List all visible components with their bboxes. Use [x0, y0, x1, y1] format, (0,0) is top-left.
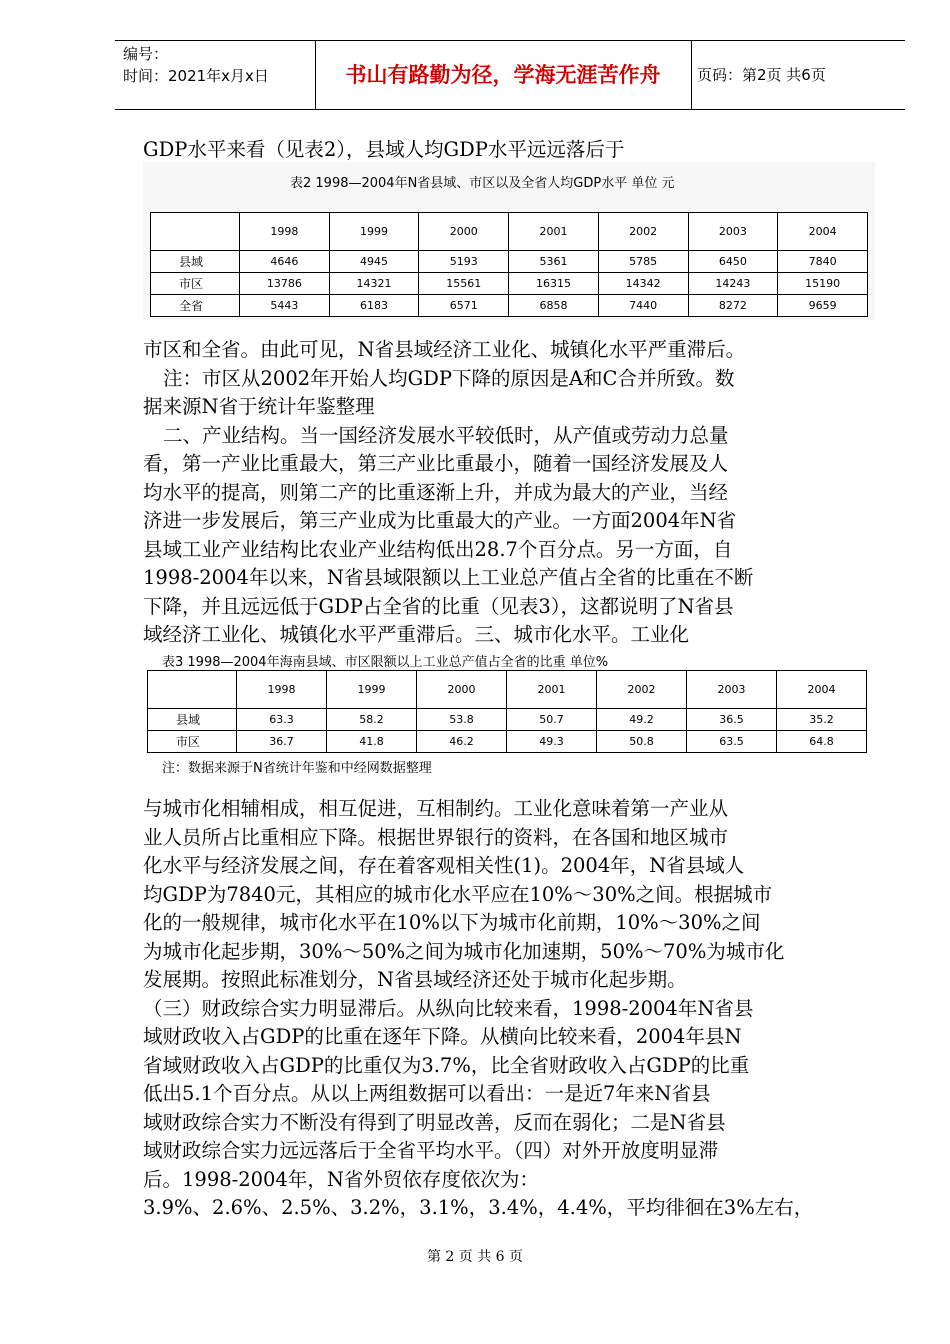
text-line: （三）财政综合实力明显滞后。从纵向比较来看，1998-2004年N省县	[143, 996, 754, 1020]
table-cell: 8272	[688, 295, 778, 317]
text-line: 域财政收入占GDP的比重在逐年下降。从横向比较来看，2004年县N	[143, 1025, 742, 1048]
table-cell: 14342	[598, 273, 688, 295]
text-line: 均水平的提高，则第二产的比重逐渐上升，并成为最大的产业，当经	[143, 480, 729, 504]
table-cell: 36.7	[237, 731, 327, 753]
table-cell: 15561	[419, 273, 509, 295]
header-time: 时间：2021年x月x日	[123, 67, 269, 85]
text-line: 1998-2004年以来，N省县域限额以上工业总产值占全省的比重在不断	[143, 566, 754, 589]
table-row	[151, 295, 868, 317]
table-cell: 5193	[419, 251, 509, 273]
table-header-cell: 1999	[329, 213, 419, 251]
header-motto: 书山有路勤为径，学海无涯苦作舟	[345, 63, 661, 87]
table-row-label: 市区	[151, 273, 240, 295]
table-cell: 6858	[509, 295, 599, 317]
table-header-cell: 2003	[688, 213, 778, 251]
text-line: 据来源N省于统计年鉴整理	[143, 395, 375, 418]
text-line: 二、产业结构。当一国经济发展水平较低时，从产值或劳动力总量	[163, 423, 729, 447]
table-cell: 5785	[598, 251, 688, 273]
paragraph-middle	[143, 336, 883, 650]
table-cell: 50.8	[597, 731, 687, 753]
header-divider	[691, 41, 692, 109]
table-cell: 5361	[509, 251, 599, 273]
table2-caption: 表2 1998—2004年N省县域、市区以及全省人均GDP水平 单位 元	[290, 176, 675, 191]
page-header	[115, 40, 905, 110]
table-cell: 49.3	[507, 731, 597, 753]
table-row-label: 县域	[151, 251, 240, 273]
header-page-number: 页码：第2页 共6页	[697, 66, 826, 84]
text-line: 低出5.1个百分点。从以上两组数据可以看出：一是近7年来N省县	[143, 1082, 711, 1105]
table-row-label: 市区	[148, 731, 237, 753]
text-line: 县域工业产业结构比农业产业结构低出28.7个百分点。另一方面，自	[143, 537, 733, 561]
table-cell: 35.2	[777, 709, 867, 731]
text-line: 省域财政收入占GDP的比重仅为3.7%，比全省财政收入占GDP的比重	[143, 1053, 750, 1077]
table-header-cell: 2002	[598, 213, 688, 251]
table-cell: 7840	[778, 251, 868, 273]
table-corner-cell	[151, 213, 240, 251]
table-cell: 13786	[240, 273, 330, 295]
table-cell: 14243	[688, 273, 778, 295]
table-cell: 49.2	[597, 709, 687, 731]
table-header-cell: 2001	[509, 213, 599, 251]
table-row	[151, 251, 868, 273]
table-cell: 63.5	[687, 731, 777, 753]
table-row	[151, 273, 868, 295]
table3-note: 注：数据来源于N省统计年鉴和中经网数据整理	[162, 761, 432, 776]
text-line: 与城市化相辅相成，相互促进，互相制约。工业化意味着第一产业从	[143, 797, 729, 820]
table-header-row	[148, 671, 867, 709]
table-header-cell: 2000	[419, 213, 509, 251]
text-line: 域财政综合实力不断没有得到了明显改善，反而在弱化；二是N省县	[143, 1110, 726, 1134]
table-cell: 6571	[419, 295, 509, 317]
table-row	[148, 731, 867, 753]
table-header-cell: 1999	[327, 671, 417, 709]
table-header-cell: 2004	[777, 671, 867, 709]
text-line: 化的一般规律，城市化水平在10%以下为城市化前期，10%～30%之间	[143, 911, 761, 934]
table-header-cell: 2002	[597, 671, 687, 709]
text-line: 看，第一产业比重最大，第三产业比重最小，随着一国经济发展及人	[143, 452, 729, 475]
table-header-row	[151, 213, 868, 251]
table-cell: 7440	[598, 295, 688, 317]
table-row-label: 县域	[148, 709, 237, 731]
table-cell: 36.5	[687, 709, 777, 731]
table-cell: 16315	[509, 273, 599, 295]
text-line: 为城市化起步期，30%～50%之间为城市化加速期，50%～70%为城市化	[143, 939, 785, 963]
table3-caption: 表3 1998—2004年海南县域、市区限额以上工业总产值占全省的比重 单位%	[162, 655, 609, 670]
table-row	[148, 709, 867, 731]
table-header-cell: 2004	[778, 213, 868, 251]
table-cell: 14321	[329, 273, 419, 295]
text-line: 域经济工业化、城镇化水平严重滞后。三、城市化水平。工业化	[143, 623, 690, 646]
table-cell: 41.8	[327, 731, 417, 753]
table-cell: 53.8	[417, 709, 507, 731]
text-line: 济进一步发展后，第三产业成为比重最大的产业。一方面2004年N省	[143, 509, 737, 532]
text-line: 3.9%、2.6%、2.5%、3.2%，3.1%，3.4%，4.4%，平均徘徊在3%左右，	[143, 1196, 814, 1219]
table-corner-cell	[148, 671, 237, 709]
table-cell: 5443	[240, 295, 330, 317]
table-header-cell: 1998	[237, 671, 327, 709]
text-line: 市区和全省。由此可见，N省县域经济工业化、城镇化水平严重滞后。	[143, 338, 746, 361]
text-line: 下降，并且远远低于GDP占全省的比重（见表3），这都说明了N省县	[143, 594, 734, 618]
paragraph-bottom	[143, 795, 883, 1223]
table2	[150, 212, 868, 317]
table-cell: 58.2	[327, 709, 417, 731]
table-cell: 63.3	[237, 709, 327, 731]
table-cell: 50.7	[507, 709, 597, 731]
text-line: 域财政综合实力远远落后于全省平均水平。（四）对外开放度明显滞	[143, 1139, 719, 1162]
table3	[147, 670, 867, 753]
table-cell: 4945	[329, 251, 419, 273]
table-header-cell: 1998	[240, 213, 330, 251]
text-line: 发展期。按照此标准划分，N省县域经济还处于城市化起步期。	[143, 968, 687, 991]
text-line: 均GDP为7840元，其相应的城市化水平应在10%～30%之间。根据城市	[143, 882, 773, 906]
text-line: 业人员所占比重相应下降。根据世界银行的资料，在各国和地区城市	[143, 825, 729, 849]
table-cell: 6450	[688, 251, 778, 273]
table-cell: 4646	[240, 251, 330, 273]
table-cell: 15190	[778, 273, 868, 295]
table-cell: 9659	[778, 295, 868, 317]
paragraph-top	[143, 136, 883, 165]
text-line: GDP水平来看（见表2），县域人均GDP水平远远落后于	[143, 138, 625, 161]
table-cell: 6183	[329, 295, 419, 317]
page-footer: 第 2 页 共 6 页	[426, 1249, 524, 1265]
table-cell: 46.2	[417, 731, 507, 753]
table-row-label: 全省	[151, 295, 240, 317]
table-header-cell: 2001	[507, 671, 597, 709]
text-line: 注：市区从2002年开始人均GDP下降的原因是A和C合并所致。数	[163, 366, 735, 390]
header-divider	[315, 41, 316, 109]
header-number: 编号：	[123, 45, 169, 63]
table-header-cell: 2000	[417, 671, 507, 709]
header-meta	[123, 43, 313, 87]
table-cell: 64.8	[777, 731, 867, 753]
table-header-cell: 2003	[687, 671, 777, 709]
text-line: 后。1998-2004年，N省外贸依存度依次为：	[143, 1167, 539, 1191]
text-line: 化水平与经济发展之间，存在着客观相关性(1)。2004年，N省县域人	[143, 854, 745, 877]
